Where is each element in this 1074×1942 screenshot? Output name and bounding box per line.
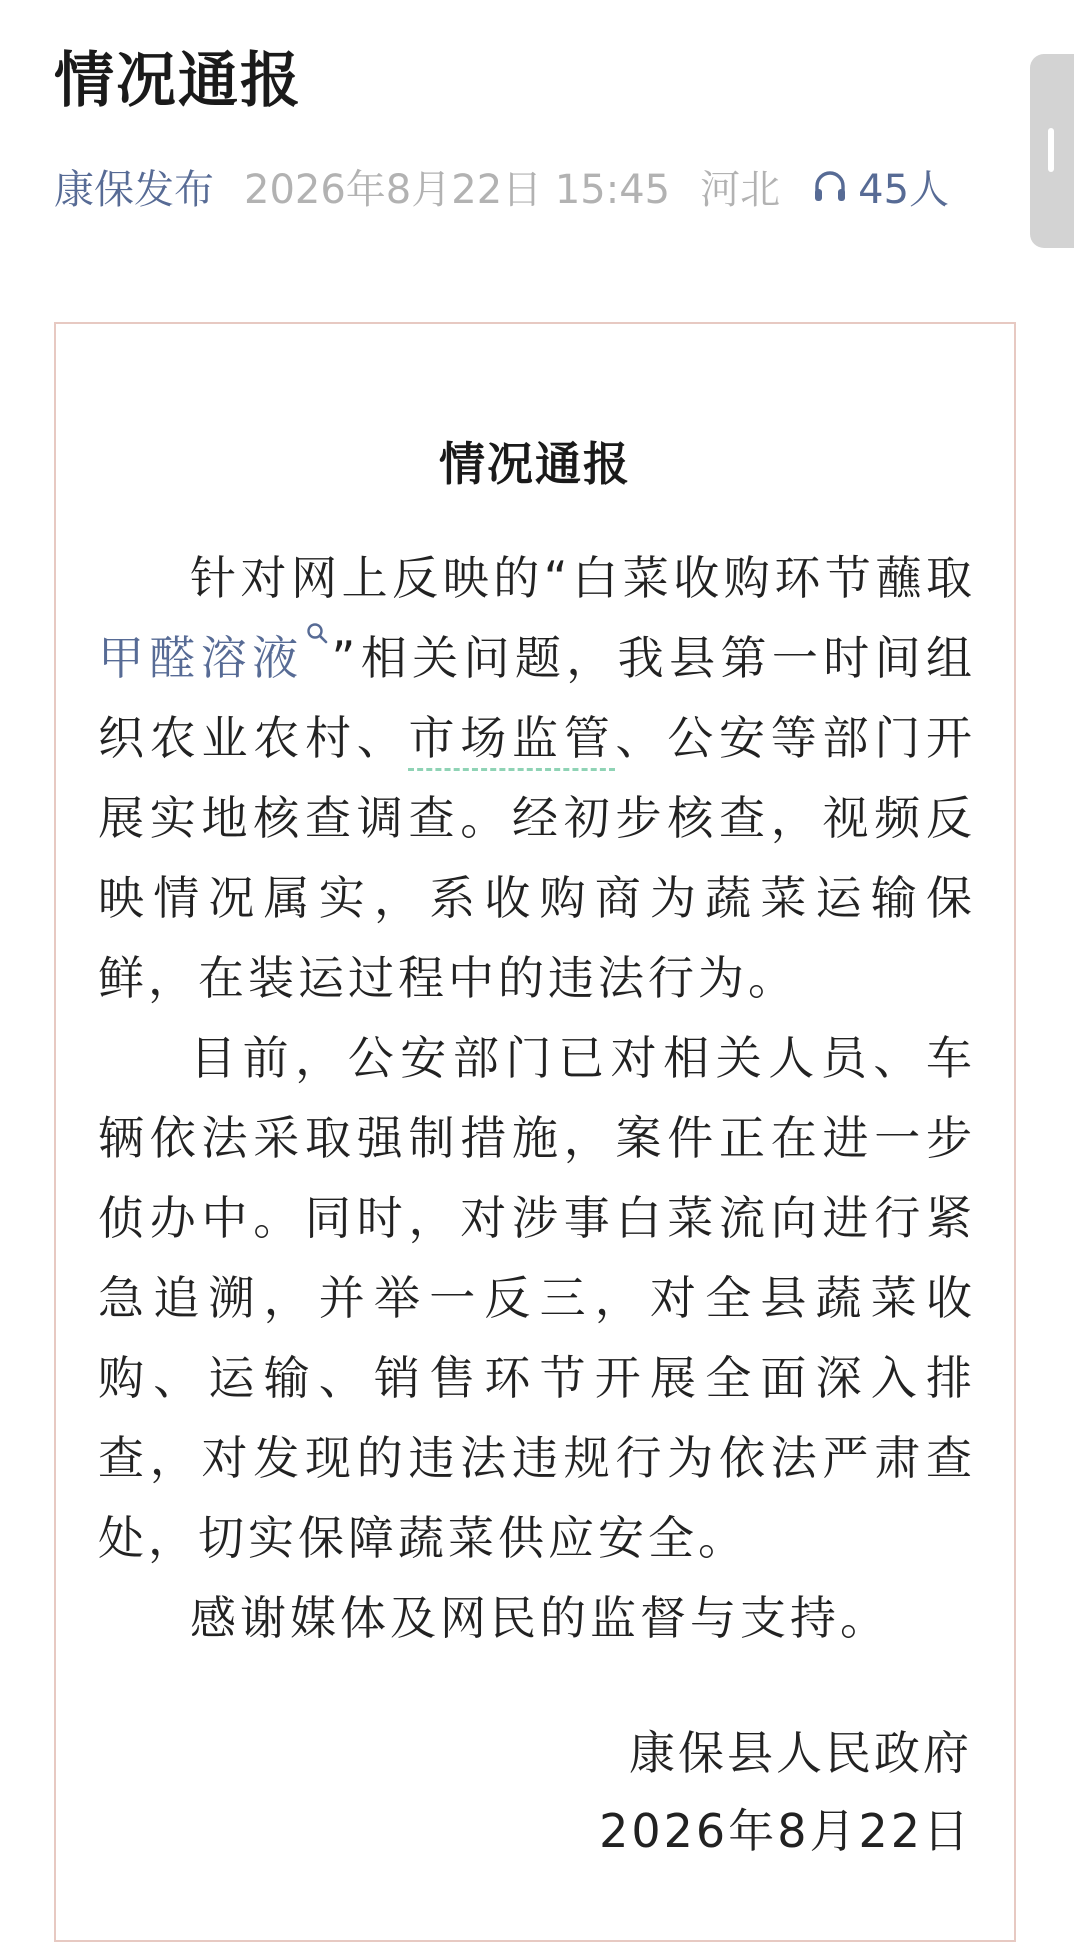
notice-signature [599,1714,972,1870]
p1-text-end: 、公安等部门开展实地核查调查。经初步核查，视频反映情况属实，系收购商为蔬菜运输保鲜，在装运过程中的违法行为。 [98,711,976,1005]
notice-paragraph-2: 目前，公安部门已对相关人员、车辆依法采取强制措施，案件正在进一步侦办中。同时，对涉事白菜流向进行紧急追溯，并举一反三，对全县蔬菜收购、运输、销售环节开展全面深入排查，对发现的违法违规行为依法严肃查处，切实保障蔬菜供应安全。 [98,1031,976,1565]
article-title: 情况通报 [54,46,302,116]
search-icon[interactable] [306,622,328,644]
author-link[interactable]: 康保发布 [54,166,214,213]
p1-text-middle: ”相关问题，我县第一时间组织农业农村、 [98,631,976,765]
headphone-icon [810,166,850,206]
signature-org: 康保县人民政府 [629,1726,972,1780]
floating-handle-bar [1048,128,1054,172]
notice-heading: 情况通报 [439,437,631,491]
notice-image-card [54,322,1016,1942]
floating-handle[interactable] [1030,54,1074,248]
search-link-formaldehyde[interactable]: 甲醛溶液 [98,631,304,685]
notice-paragraph-3: 感谢媒体及网民的监督与支持。 [190,1591,890,1645]
p1-text-start: 针对网上反映的“白菜收购环节蘸取 [190,551,976,605]
notice-body [98,538,976,1658]
keyword-link-market-supervision[interactable]: 市场监管 [408,711,616,765]
listen-button[interactable] [810,158,949,215]
publish-date: 2026年8月22日 15:45 [244,166,671,213]
notice-paragraph-1 [98,538,976,1018]
listen-count: 45人 [858,166,950,213]
signature-date: 2026年8月22日 [599,1804,972,1858]
article-meta [54,158,949,214]
publish-region: 河北 [700,166,781,213]
